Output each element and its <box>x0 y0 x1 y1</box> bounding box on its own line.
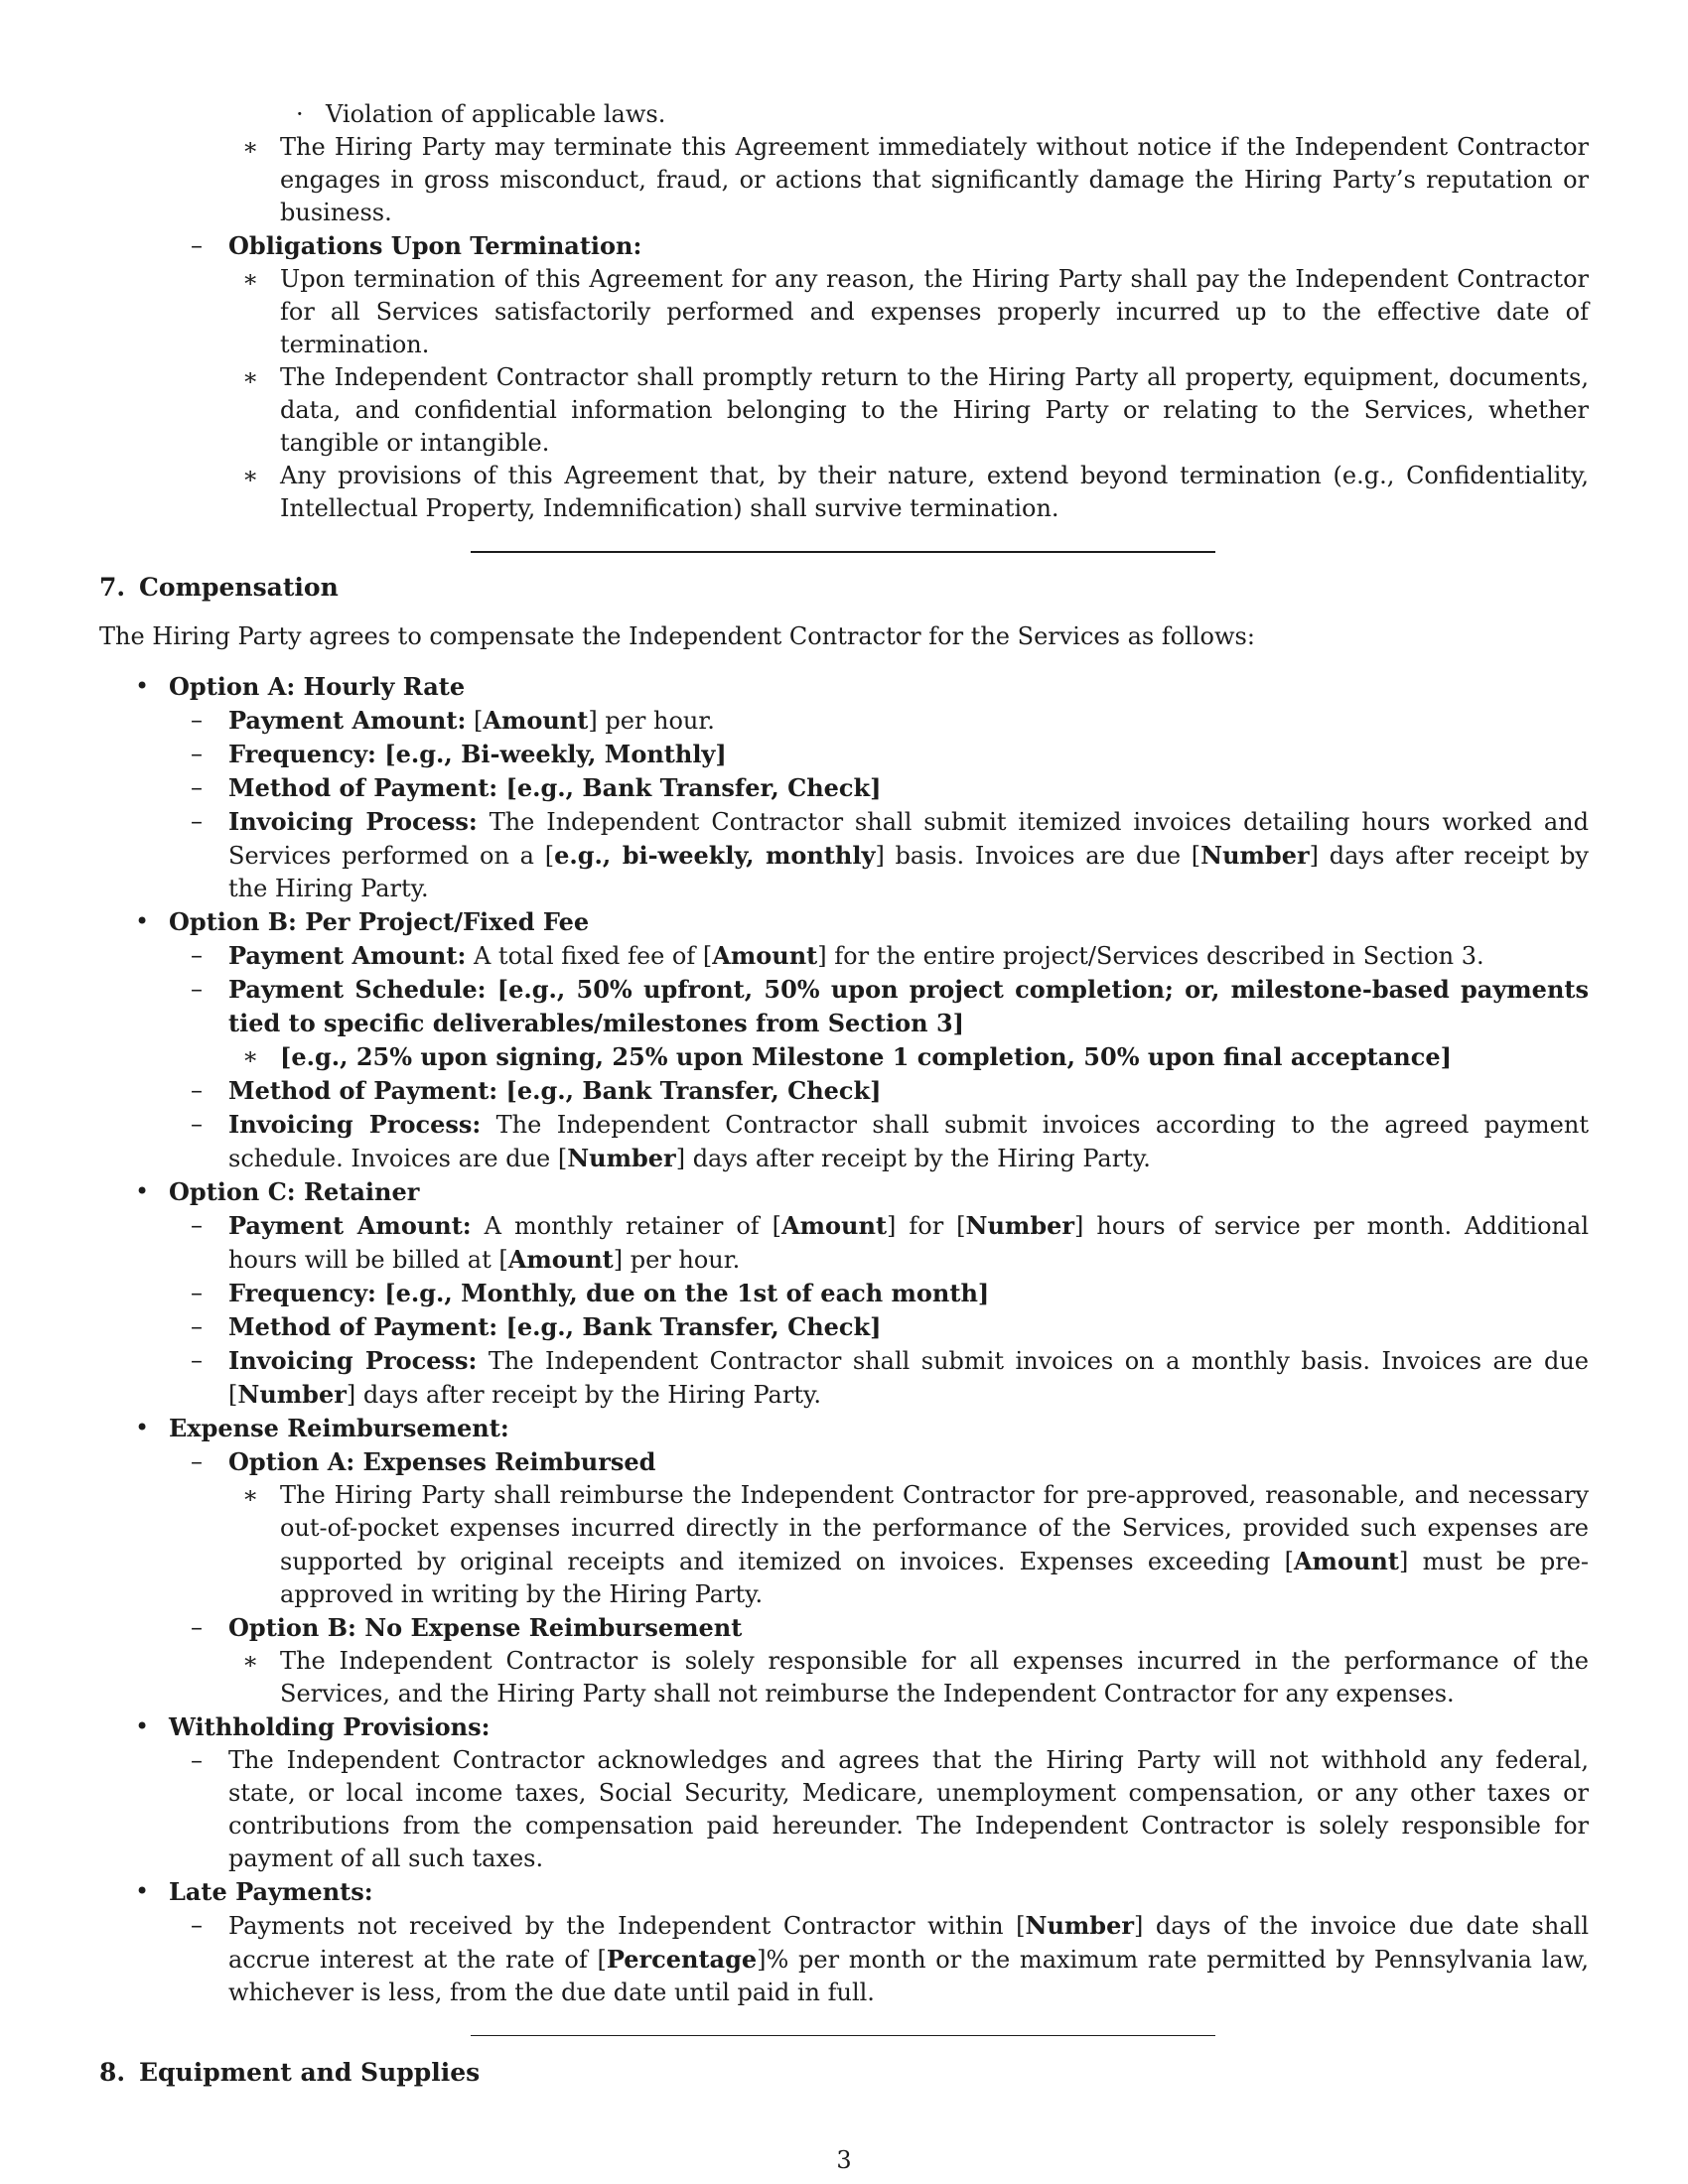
section-heading: 8. Equipment and Supplies <box>99 2058 481 2087</box>
list-item: – Payment Amount: A total fixed fee of [Amount] for the entire project/Services described in Section 3. <box>191 941 1484 970</box>
section-intro: The Hiring Party agrees to compensate the Independent Contractor for the Services as follows: <box>99 622 1255 650</box>
list-item: – Invoicing Process: The Independent Contractor shall submit itemized invoices detailing hours worked and Services performed on a [e.g., bi-weekly, monthly] basis. Invoices are due [Number] days after receipt by the Hiring Party. <box>191 807 1589 902</box>
list-item: – Method of Payment: [e.g., Bank Transfer, Check] <box>191 773 882 802</box>
list-item: ∗ The Independent Contractor is solely responsible for all expenses incurred in the performance of the Services, and the Hiring Party shall not reimburse the Independent Contractor for any expenses. <box>242 1647 1589 1707</box>
list-item: – Payments not received by the Independent Contractor within [Number] days of the invoice due date shall accrue interest at the rate of [Percentage]% per month or the maximum rate permitted by Pennsylvania law, whichever is less, from the due date until paid in full. <box>191 1911 1589 2006</box>
section-divider <box>471 2035 1215 2036</box>
page-number: 3 <box>836 2146 852 2174</box>
list-item: ∗ Any provisions of this Agreement that, by their nature, extend beyond termination (e.g., Confidentiality, Intellectual Property, Indemnification) shall survive termination. <box>242 462 1589 522</box>
list-item: – The Independent Contractor acknowledges and agrees that the Hiring Party will not withhold any federal, state, or local income taxes, Social Security, Medicare, unemployment compensation, or any other taxes or contributions from the compensation paid hereunder. The Independent Contractor is solely responsible for payment of all such taxes. <box>191 1746 1589 1872</box>
list-item: – Option A: Expenses Reimbursed <box>191 1447 656 1476</box>
section-divider <box>471 551 1215 553</box>
list-item: ∗ The Hiring Party shall reimburse the Independent Contractor for pre-approved, reasonable, and necessary out-of-pocket expenses incurred directly in the performance of the Services, provided such expenses are supported by original receipts and itemized on invoices. Expenses exceeding [Amount] must be pre-approved in writing by the Hiring Party. <box>242 1481 1590 1608</box>
list-item: – Frequency: [e.g., Bi-weekly, Monthly] <box>191 740 727 768</box>
list-item: – Frequency: [e.g., Monthly, due on the 1st of each month] <box>191 1279 990 1307</box>
list-item: – Invoicing Process: The Independent Contractor shall submit invoices on a monthly basis. Invoices are due [Number] days after receipt by the Hiring Party. <box>191 1346 1589 1409</box>
list-item: • Late Payments: <box>135 1877 373 1906</box>
list-item: · Violation of applicable laws. <box>296 100 666 128</box>
list-item: – Method of Payment: [e.g., Bank Transfer, Check] <box>191 1076 882 1105</box>
list-item: ∗ The Independent Contractor shall promptly return to the Hiring Party all property, equipment, documents, data, and confidential information belonging to the Hiring Party or relating to the Services, whether tangible or intangible. <box>242 363 1589 457</box>
document-page <box>99 98 1589 2089</box>
list-item: – Method of Payment: [e.g., Bank Transfer, Check] <box>191 1312 882 1341</box>
section-heading: 7. Compensation <box>99 573 339 602</box>
list-item: ∗ [e.g., 25% upon signing, 25% upon Milestone 1 completion, 50% upon final acceptance] <box>242 1042 1452 1071</box>
list-item: • Withholding Provisions: <box>135 1712 491 1741</box>
list-item: • Option C: Retainer <box>135 1177 420 1206</box>
list-item: ∗ Upon termination of this Agreement for any reason, the Hiring Party shall pay the Independent Contractor for all Services satisfactorily performed and expenses properly incurred up to the effective date of termination. <box>242 265 1589 358</box>
list-item: • Option A: Hourly Rate <box>135 672 466 701</box>
list-item: – Payment Amount: A monthly retainer of [Amount] for [Number] hours of service per month. Additional hours will be billed at [Amount] per hour. <box>191 1211 1589 1274</box>
list-item: – Invoicing Process: The Independent Contractor shall submit invoices according to the agreed payment schedule. Invoices are due [Number] days after receipt by the Hiring Party. <box>191 1110 1589 1172</box>
list-item: – Payment Schedule: [e.g., 50% upfront, 50% upon project completion; or, milestone-based payments tied to specific deliverables/milestones from Section 3] <box>191 975 1589 1037</box>
list-item: – Payment Amount: [Amount] per hour. <box>191 706 715 735</box>
list-item: – Obligations Upon Termination: <box>191 231 642 260</box>
list-item: • Option B: Per Project/Fixed Fee <box>135 907 590 936</box>
list-item: • Expense Reimbursement: <box>135 1414 509 1442</box>
list-item: ∗ The Hiring Party may terminate this Agreement immediately without notice if the Independent Contractor engages in gross misconduct, fraud, or actions that significantly damage the Hiring Party’s reputation or business. <box>242 133 1589 226</box>
list-item: – Option B: No Expense Reimbursement <box>191 1613 743 1642</box>
